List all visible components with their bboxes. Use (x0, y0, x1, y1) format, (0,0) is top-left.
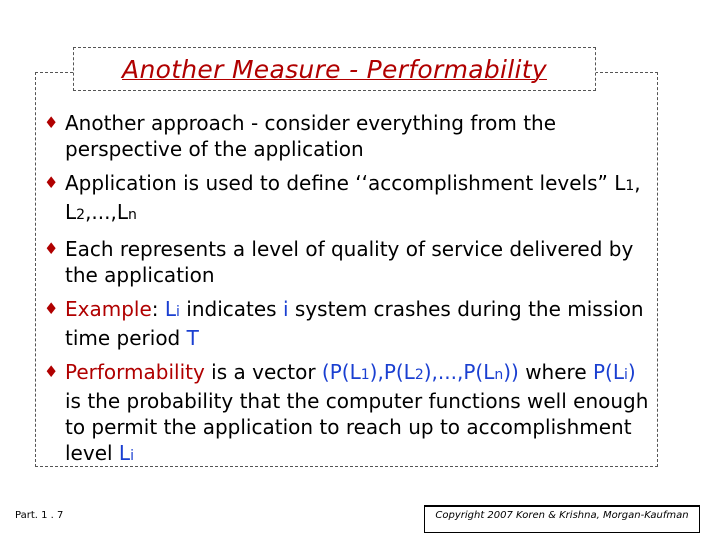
copyright-text: Copyright 2007 Koren & Krishna, Morgan-Kaufman (435, 510, 689, 521)
bullet-item: ♦ Performability is a vector (P(L1),P(L2),...,P(Ln)) where P(Li) is the probability that the computer functions well enough to permit the application to reach up to accomplishment level Li (44, 360, 649, 465)
bullet-list (44, 110, 652, 477)
copyright-box (424, 505, 700, 533)
diamond-bullet-icon: ♦ (44, 299, 59, 318)
diamond-bullet-icon: ♦ (44, 113, 59, 132)
diamond-bullet-icon: ♦ (44, 239, 59, 258)
bullet-item: ♦ Example: Li indicates i system crashes during the mission time period T (44, 297, 644, 350)
diamond-bullet-icon: ♦ (44, 173, 59, 192)
example-label: Example (65, 297, 152, 321)
page-title: Another Measure - Performability (122, 54, 547, 84)
bullet-item: ♦ Each represents a level of quality of service delivered by the application (44, 237, 634, 287)
bullet-item: ♦ Another approach - consider everything from the perspective of the application (44, 111, 557, 161)
diamond-bullet-icon: ♦ (44, 362, 59, 381)
slide-number: Part. 1 . 7 (15, 510, 64, 521)
performability-term: Performability (65, 360, 205, 384)
bullet-item: ♦ Application is used to define ‘‘accomplishment levels” L1, L2,...,Ln (44, 171, 641, 224)
title-box (73, 47, 596, 91)
